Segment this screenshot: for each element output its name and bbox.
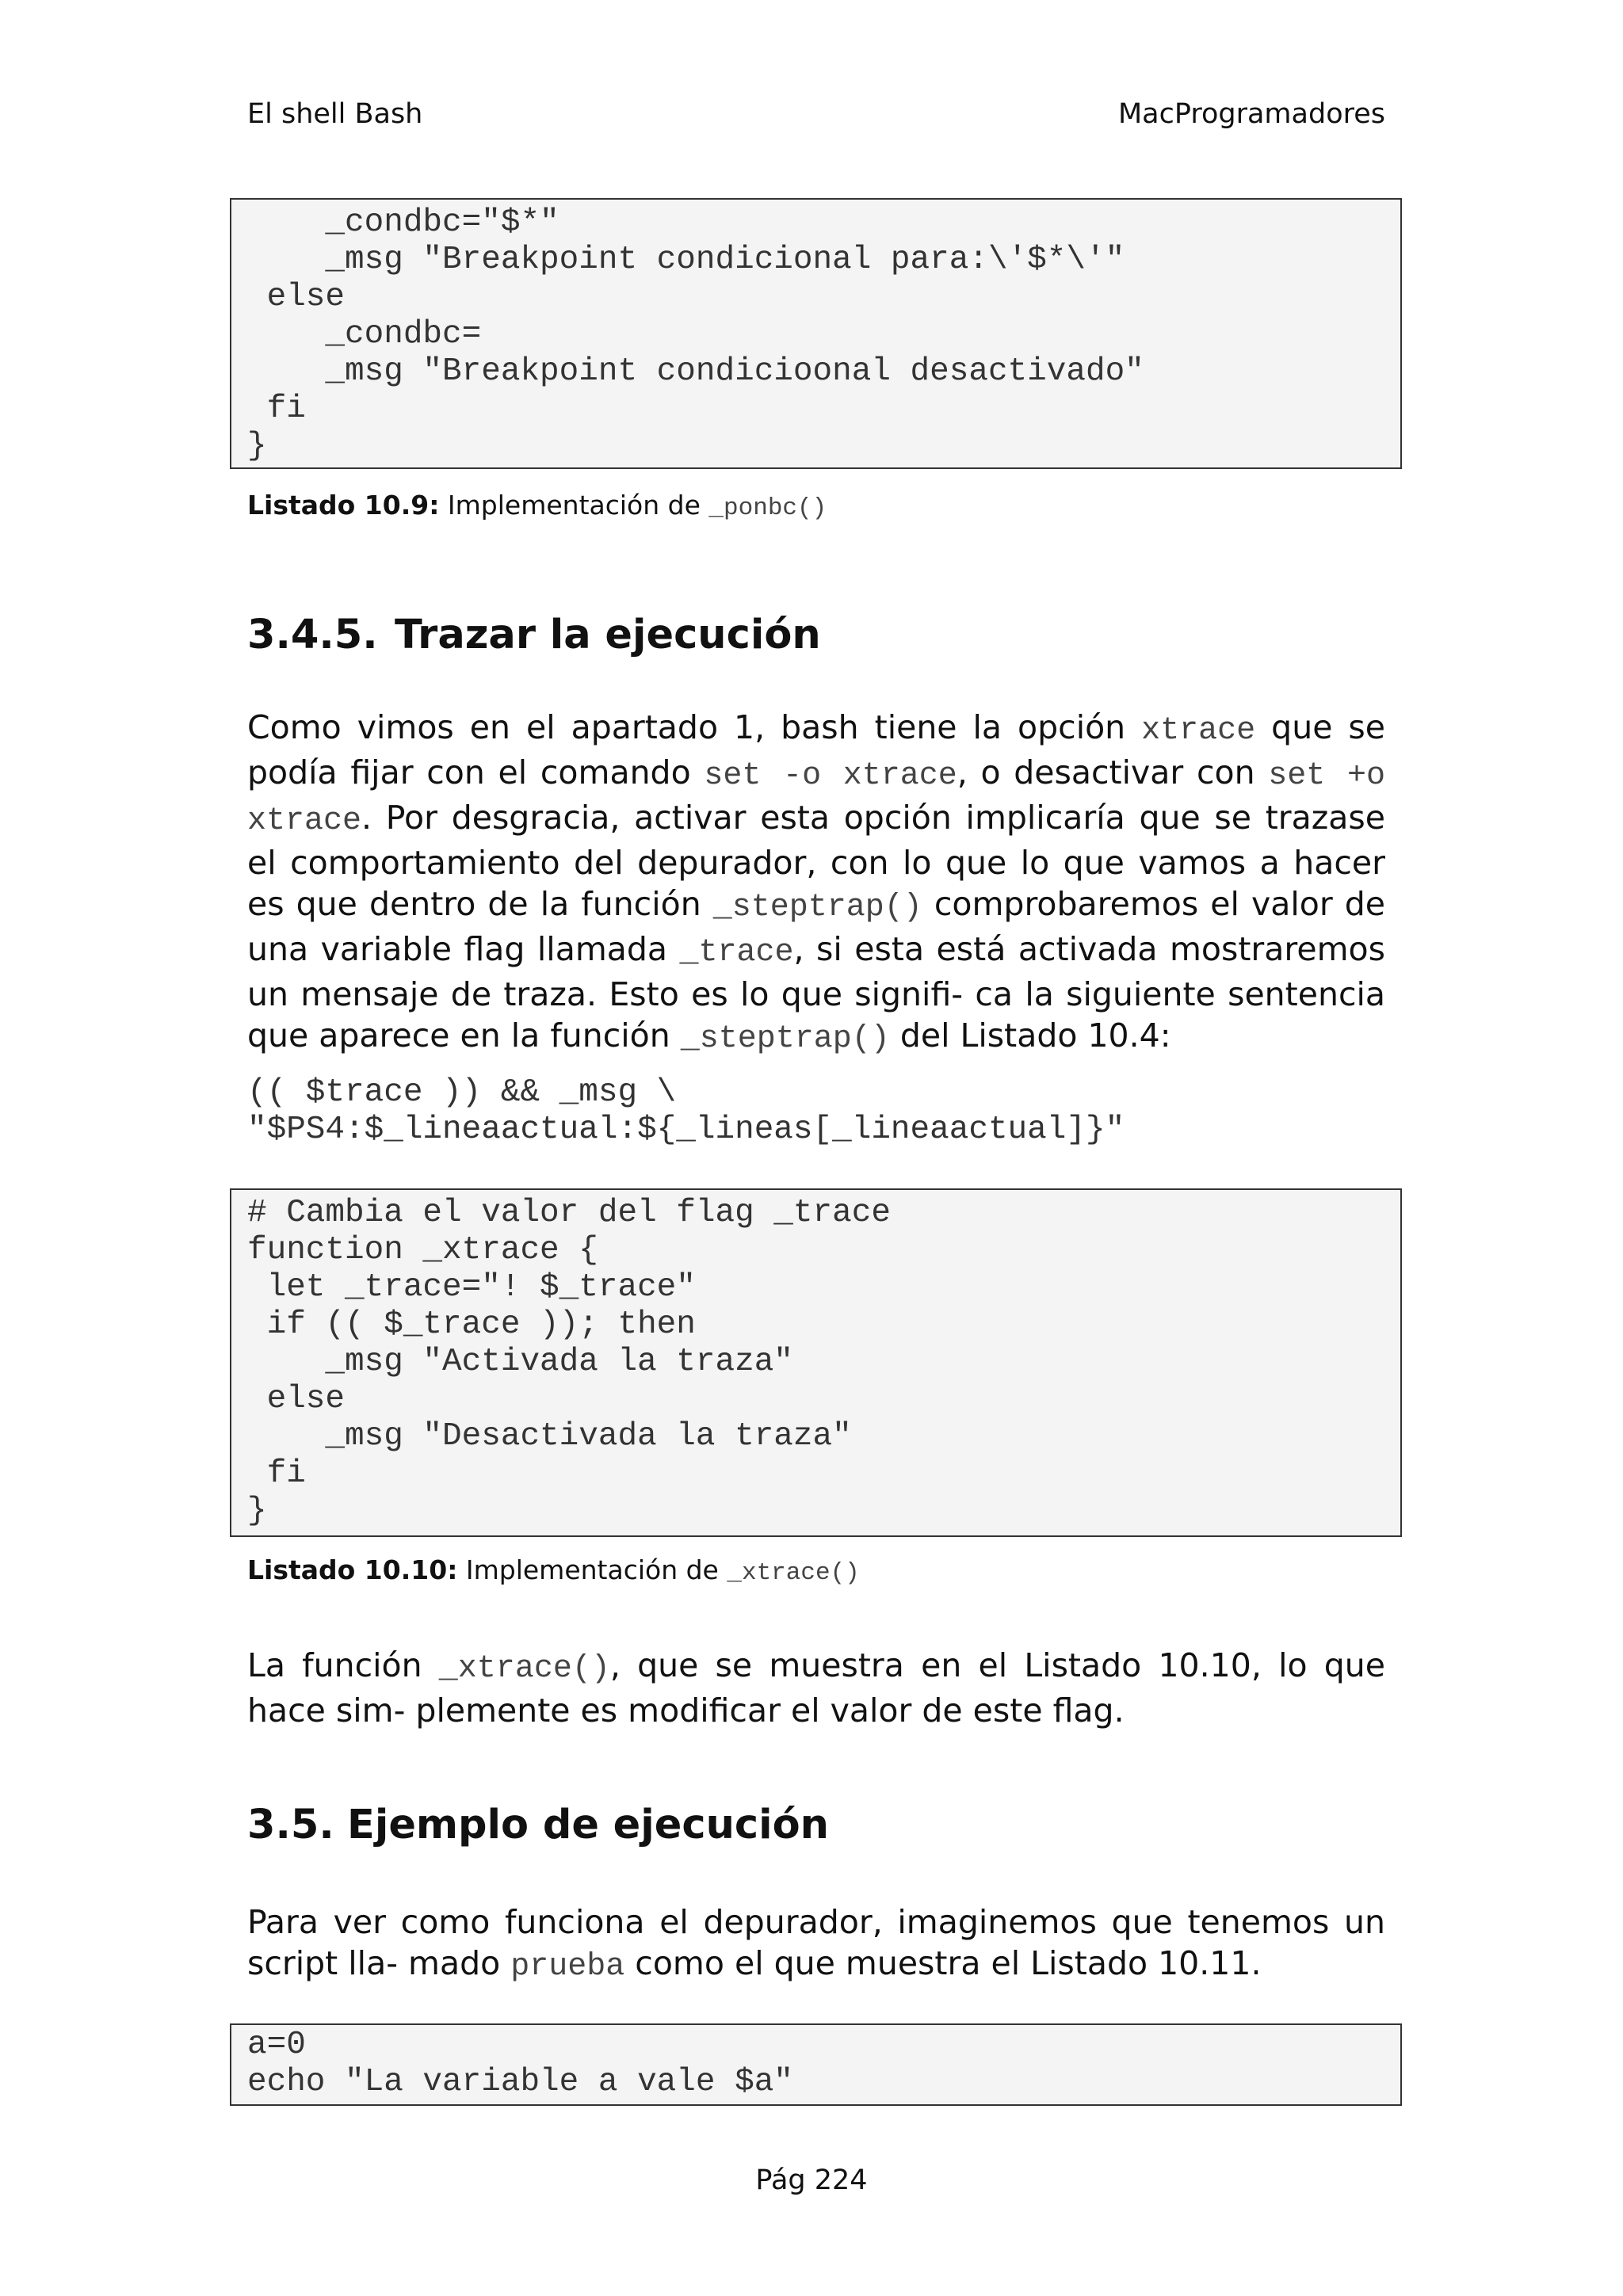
section-heading-3-4-5 (247, 612, 821, 659)
text-run: La función (247, 1646, 439, 1684)
section-title: Ejemplo de ejecución (347, 1802, 829, 1848)
caption-listing-10-9 (247, 490, 827, 522)
text-run: , o desactivar con (957, 753, 1269, 791)
inline-code: _steptrap() (680, 1021, 890, 1057)
code-listing-10-9 (230, 198, 1402, 469)
caption-label: Listado 10.10: (247, 1554, 458, 1585)
text-run: del Listado 10.4: (889, 1016, 1171, 1055)
caption-code: _xtrace() (727, 1559, 860, 1587)
text-run: Para ver como funciona el depurador, imaginemos que tenemos un script lla- mado (247, 1903, 1385, 1982)
text-run: como el que muestra el Listado 10.11. (624, 1944, 1262, 1982)
section-number: 3.4.5. (247, 612, 378, 658)
caption-text: Implementación de (457, 1554, 727, 1585)
text-run: , que se muestra en el Listado 10.10, lo que hace sim- plemente es modificar el valor de este flag. (247, 1646, 1385, 1730)
code-listing-10-11 (230, 2023, 1402, 2106)
text-run: Como vimos en el apartado 1, bash tiene la opción (247, 708, 1142, 746)
text-run: . Por desgracia, activar esta opción implicaría que se trazase el comportamiento del depurador, con lo que lo que vamos a hacer es que dentro de la función (247, 799, 1385, 923)
code-listing-10-10-text: # Cambia el valor del flag _trace function _xtrace { let _trace="! $_trace" if (( $_trace )); then _msg "Activada la traza" else _msg "Desactivada la traza" fi } (247, 1195, 891, 1529)
inline-code: set +o xtrace (247, 758, 1385, 839)
code-listing-10-11-text: a=0 echo "La variable a vale $a" (247, 2027, 793, 2100)
code-listing-10-10 (230, 1188, 1402, 1537)
paragraph-trazar (247, 707, 1385, 1060)
text-run: , si esta está activada mostraremos un mensaje de traza. Esto es lo que signifi- ca la siguiente sentencia que aparece en la función (247, 930, 1385, 1055)
caption-text: Implementación de (439, 490, 709, 521)
running-header-left: El shell Bash (247, 98, 423, 130)
inline-code: set -o xtrace (704, 758, 957, 794)
code-listing-10-9-text: _condbc="$*" _msg "Breakpoint condicional para:\'$*\'" else _condbc= _msg "Breakpoint condicioonal desactivado" fi } (247, 204, 1144, 464)
caption-code: _ponbc() (708, 494, 827, 522)
section-number: 3.5. (247, 1802, 334, 1848)
text-run: comprobaremos el valor de una variable flag llamada (247, 885, 1385, 968)
section-title: Trazar la ejecución (395, 612, 821, 658)
inline-code: prueba (510, 1949, 625, 1985)
paragraph-xtrace (247, 1645, 1385, 1731)
paragraph-ejemplo (247, 1901, 1385, 1988)
caption-label: Listado 10.9: (247, 490, 440, 521)
section-heading-3-5 (247, 1802, 829, 1849)
inline-code: _xtrace() (438, 1651, 610, 1687)
text-run: que se podía fijar con el comando (247, 708, 1386, 791)
inline-code: xtrace (1141, 713, 1256, 749)
inline-code: _trace (679, 935, 794, 971)
running-header-right: MacProgramadores (1117, 98, 1385, 130)
inline-code: _steptrap() (712, 890, 922, 925)
caption-listing-10-10 (247, 1554, 860, 1587)
inline-code-block: (( $trace )) && _msg \ "$PS4:$_lineaactual:${_lineas[_lineaactual]}" (247, 1074, 1125, 1148)
page-number: Pág 224 (755, 2164, 868, 2196)
